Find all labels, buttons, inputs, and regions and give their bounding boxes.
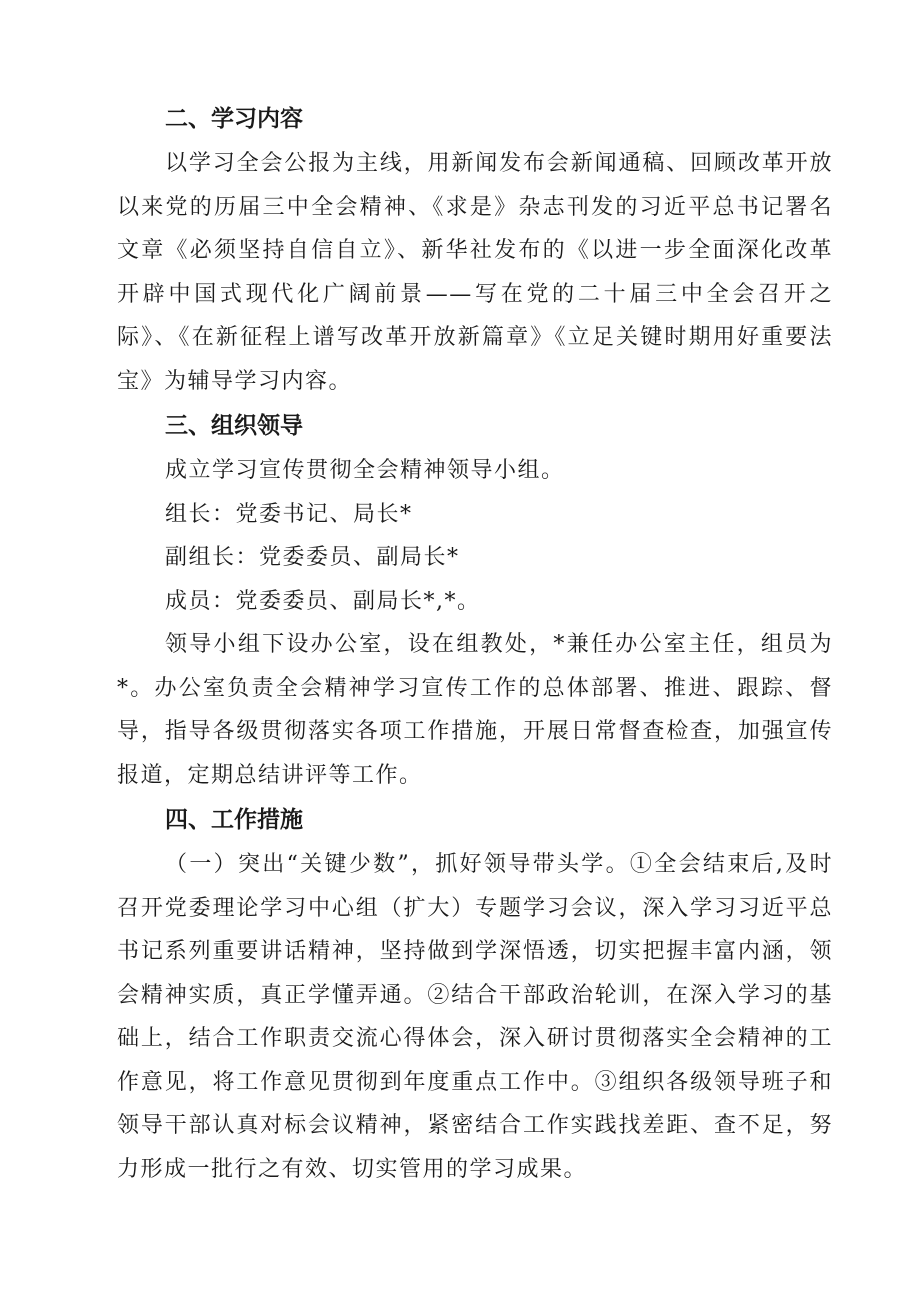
section-heading-work-measures: 四、工作措施 [165,807,303,833]
section-heading-study-content: 二、学习内容 [165,106,303,132]
deputy-leader-line: 副组长：党委委员、副局长* [165,545,460,570]
study-content-paragraph: 以学习全会公报为主线，用新闻发布会新闻通稿、回顾改革开放以来党的历届三中全会精神、《求是》杂志刊发的习近平总书记署名文章《必须坚持自信自立》、新华社发布的《以进一步全面深化改革开辟中国式现代化广阔前景——写在党的二十届三中全会召开之际》、《在新征程上谱写改革开放新篇章》《立足关键时期用好重要法宝》为辅导学习内容。 [117,151,833,394]
section-heading-organization: 三、组织领导 [165,413,303,439]
members-line: 成员：党委委员、副局长*,*。 [165,588,481,614]
measure-item-1-paragraph: （一）突出“关键少数”，抓好领导带头学。①全会结束后,及时召开党委理论学习中心组（扩大）专题学习会议，深入学习习近平总书记系列重要讲话精神，坚持做到学深悟透，切实把握丰富内涵，领会精神实质，真正学懂弄通。②结合干部政治轮训，在深入学习的基础上，结合工作职责交流心得体会，深入研讨贯彻落实全会精神的工作意见，将工作意见贯彻到年度重点工作中。③组织各级领导班子和领导干部认真对标会议精神，紧密结合工作实践找差距、查不足，努力形成一批行之有效、切实管用的学习成果。 [117,852,833,1182]
leading-group-intro: 成立学习宣传贯彻全会精神领导小组。 [165,458,565,483]
document-page [117,96,833,1191]
office-paragraph: 领导小组下设办公室，设在组教处，*兼任办公室主任，组员为*。办公室负责全会精神学习宣传工作的总体部署、推进、跟踪、督导，指导各级贯彻落实各项工作措施，开展日常督查检查，加强宣传报道，定期总结讲评等工作。 [117,632,833,788]
group-leader-line: 组长：党委书记、局长* [165,501,413,527]
